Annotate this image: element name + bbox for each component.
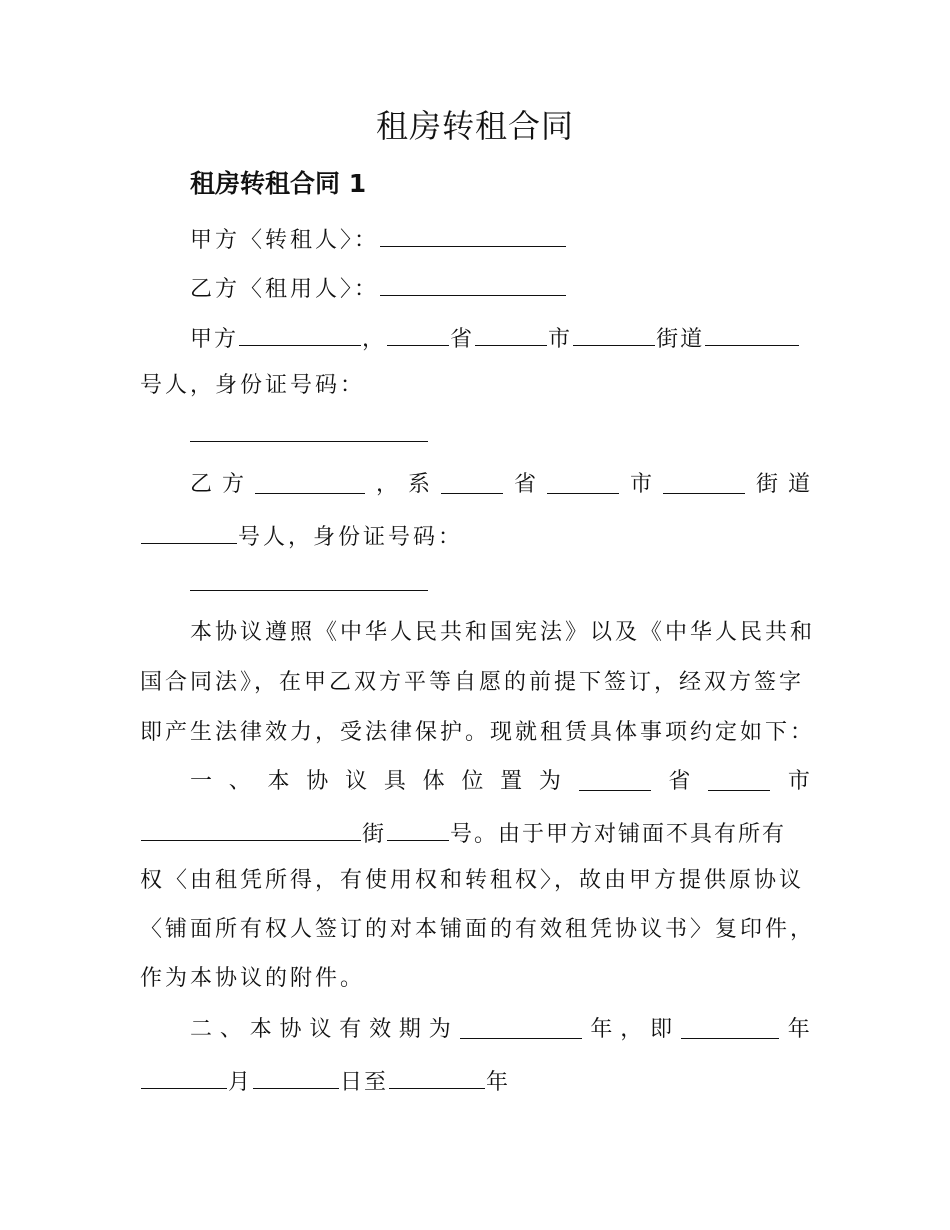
word: 、	[219, 1017, 242, 1042]
word: 一	[190, 769, 213, 794]
word: 方	[222, 472, 245, 497]
blank	[389, 1064, 485, 1089]
preamble-line3: 即产生法律效力，受法律保护。现就租赁具体事项约定如下：	[140, 720, 816, 745]
blank	[253, 1064, 339, 1089]
word: 置	[500, 769, 523, 794]
party-a-intro-line2: 号人，身份证号码：	[140, 373, 366, 398]
word: ，	[375, 472, 398, 497]
word: 街	[755, 472, 778, 497]
blank	[255, 469, 365, 494]
word: 协	[279, 1017, 302, 1042]
city-label: 市	[787, 769, 810, 794]
clause2-line2	[140, 1064, 510, 1099]
province-label: 省	[668, 769, 691, 794]
clause1-line5: 作为本协议的附件。	[140, 966, 366, 991]
party-a-blank	[380, 222, 566, 247]
comma: ，	[620, 1017, 643, 1042]
blank	[579, 766, 651, 791]
clause1-line1	[190, 766, 810, 798]
word: 具	[383, 769, 406, 794]
word: 议	[345, 769, 368, 794]
blank	[387, 321, 449, 346]
city-label: 市	[548, 327, 573, 352]
party-a-intro-line	[190, 321, 800, 356]
party-a-id-blank	[190, 441, 428, 442]
party-a-intro-prefix: 甲方	[190, 327, 239, 352]
blank	[460, 1014, 582, 1039]
street-label: 街道	[656, 327, 705, 352]
year-label: 年	[486, 1070, 511, 1095]
word: 系	[407, 472, 430, 497]
blank	[475, 321, 547, 346]
word: 省	[513, 472, 536, 497]
blank	[141, 1064, 227, 1089]
word: 二	[190, 1017, 213, 1042]
party-b-blank	[380, 271, 566, 296]
blank	[141, 816, 361, 841]
word: 、	[228, 769, 251, 794]
clause1-line4: 〈铺面所有权人签订的对本铺面的有效租凭协议书〉复印件，	[140, 917, 816, 942]
party-b-id-blank	[190, 590, 428, 591]
document-title: 租房转租合同	[375, 107, 574, 145]
party-b-intro-line	[190, 469, 810, 501]
word: 即	[650, 1017, 673, 1042]
party-b-intro-rest: 号人，身份证号码：	[238, 525, 464, 550]
word: 位	[461, 769, 484, 794]
province-label: 省	[450, 327, 475, 352]
blank	[239, 321, 361, 346]
clause2-line1	[190, 1014, 810, 1046]
blank	[441, 469, 503, 494]
preamble-line2: 国合同法》，在甲乙双方平等自愿的前提下签订，经双方签字	[140, 670, 805, 695]
clause1-text: 号。由于甲方对铺面不具有所有	[450, 822, 787, 847]
word: 本	[267, 769, 290, 794]
blank	[663, 469, 745, 494]
word: 体	[422, 769, 445, 794]
section-heading: 租房转租合同 1	[190, 169, 367, 198]
blank	[387, 816, 449, 841]
preamble-text-end: 和	[790, 620, 816, 645]
street-label: 街	[362, 822, 387, 847]
word: 协	[306, 769, 329, 794]
clause1-line2	[140, 816, 786, 851]
blank	[708, 766, 770, 791]
party-b-label-line	[190, 271, 567, 306]
year-label: 年	[787, 1017, 810, 1042]
year-label: 年	[590, 1017, 613, 1042]
word: 市	[629, 472, 652, 497]
word: 有	[339, 1017, 362, 1042]
day-to-label: 日至	[340, 1070, 389, 1095]
blank	[705, 321, 799, 346]
word: 乙	[190, 472, 213, 497]
word: 道	[787, 472, 810, 497]
blank	[141, 519, 237, 544]
party-b-intro-line2	[140, 519, 463, 554]
comma: ，	[362, 327, 387, 352]
word: 本	[249, 1017, 272, 1042]
blank	[547, 469, 619, 494]
word: 议	[309, 1017, 332, 1042]
blank	[573, 321, 655, 346]
party-b-label: 乙方〈租用人〉：	[190, 277, 380, 302]
preamble-line1	[190, 617, 815, 649]
preamble-text: 本协议遵照《中华人民共和国宪法》以及《中华人民共	[190, 620, 791, 645]
party-a-label-line	[190, 222, 567, 257]
word: 为	[428, 1017, 451, 1042]
blank	[681, 1014, 779, 1039]
month-label: 月	[228, 1070, 253, 1095]
word: 期	[398, 1017, 421, 1042]
party-a-label: 甲方〈转租人〉：	[190, 228, 380, 253]
word: 效	[369, 1017, 392, 1042]
word: 为	[538, 769, 561, 794]
clause1-line3: 权〈由租凭所得，有使用权和转租权〉，故由甲方提供原协议	[140, 868, 805, 893]
